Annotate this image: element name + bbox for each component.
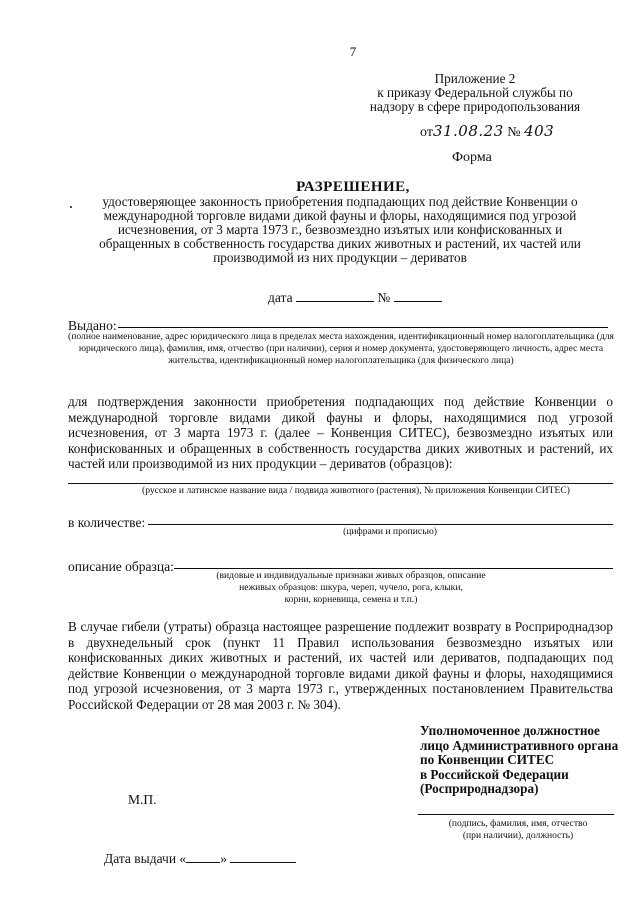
form-label: Форма bbox=[452, 150, 492, 165]
description-note-line-2: неживых образцов: шкура, череп, чучело, рога, клыки, bbox=[239, 582, 463, 593]
official-line-1: Уполномоченное должностное bbox=[420, 723, 600, 738]
stamp-place-label: М.П. bbox=[128, 792, 157, 807]
description-field[interactable] bbox=[174, 568, 613, 569]
issue-month-blank[interactable] bbox=[230, 850, 296, 863]
page-number: 7 bbox=[349, 44, 357, 59]
issue-date-line bbox=[104, 850, 296, 867]
official-line-5: (Росприроднадзора) bbox=[420, 781, 539, 796]
description-label: описание образца: bbox=[68, 559, 174, 574]
order-date: 31.08.23 bbox=[432, 122, 504, 140]
description-note-line-3: корни, корневища, семена и т.п.) bbox=[284, 594, 418, 605]
species-note: (русское и латинское название вида / подвида животного (растения), № приложения Конвенции СИТЕС) bbox=[142, 485, 570, 496]
issue-day-blank[interactable] bbox=[186, 850, 220, 863]
order-number: 403 bbox=[524, 122, 555, 140]
order-number-label: № bbox=[507, 125, 521, 140]
appendix-line-1: Приложение 2 bbox=[434, 71, 516, 86]
appendix-line-2: к приказу Федеральной службы по bbox=[377, 85, 573, 100]
official-line-4: в Российской Федерации bbox=[420, 766, 569, 782]
official-line-3: по Конвенции СИТЕС bbox=[420, 752, 555, 767]
official-block bbox=[420, 724, 630, 797]
signature-note bbox=[420, 818, 616, 842]
document-title: РАЗРЕШЕНИЕ, bbox=[296, 179, 410, 195]
quantity-field[interactable] bbox=[148, 524, 613, 525]
signature-note-line-1: (подпись, фамилия, имя, отчество bbox=[448, 818, 588, 829]
stray-dot bbox=[70, 206, 72, 208]
description-note bbox=[196, 570, 506, 606]
issued-to-label: Выдано: bbox=[68, 318, 117, 333]
purpose-paragraph: для подтверждения законности приобретения подпадающих под действие Конвенции о международной торговле видами дикой фауны и флоры, находящимися под угрозой исчезновения, от 3 марта 1973 г. (далее – Конвенция СИТЕС), безвозмездно изъятых или конфискованных и обращенных в собственность государства диких животных и растений, их частей или производимой из них продукции – дериватов (образцов): bbox=[68, 394, 613, 471]
issued-to-note: (полное наименование, адрес юридического лица в пределах места нахождения, идентификационный номер налогоплательщика (для юридического лица), фамилия, имя, отчество (при наличии), серия и номер документа, удостоверяющего личность, адрес места жительства, идентификационный номер налогоплательщика (для физического лица) bbox=[68, 331, 614, 366]
date-label: дата bbox=[268, 290, 293, 305]
quantity-label: в количестве: bbox=[68, 515, 146, 530]
species-field[interactable] bbox=[68, 483, 613, 484]
order-reference bbox=[420, 122, 554, 141]
description-note-line-1: (видовые и индивидуальные признаки живых образцов, описание bbox=[216, 570, 486, 581]
official-line-2: лицо Административного органа bbox=[420, 737, 619, 753]
number-blank[interactable] bbox=[394, 289, 442, 302]
document-subtitle: удостоверяющее законность приобретения подпадающих под действие Конвенции о международной торговле видами дикой фауны и флоры, находящимися под угрозой исчезновения, от 3 марта 1973 г., безвозмездно изъятых или конфискованных и обращенных в собственность государства диких животных и растений, их частей или производимой из них продукции – дериватов bbox=[99, 194, 581, 265]
return-paragraph: В случае гибели (утраты) образца настоящее разрешение подлежит возврату в Росприроднадзор в двухнедельный срок (пункт 11 Правил использования безвозмездно изъятых или конфискованных диких животных и растений, их частей или дериватов, подпадающих под действие Конвенции о международной торговле видами дикой фауны и флоры, находящимися под угрозой исчезновения, от 3 марта 1973 г., утвержденных постановлением Правительства Российской Федерации от 28 мая 2003 г. № 304). bbox=[68, 619, 613, 712]
issued-to-field[interactable] bbox=[118, 327, 608, 328]
date-number-line bbox=[268, 289, 442, 306]
date-blank[interactable] bbox=[296, 289, 374, 302]
signature-field[interactable] bbox=[418, 814, 614, 815]
issue-date-mid: » bbox=[220, 851, 227, 866]
quantity-note: (цифрами и прописью) bbox=[343, 526, 437, 537]
number-label: № bbox=[377, 290, 391, 305]
appendix-header bbox=[330, 72, 620, 114]
issue-date-label: Дата выдачи « bbox=[104, 851, 187, 866]
appendix-line-3: надзору в сфере природопользования bbox=[369, 99, 581, 114]
signature-note-line-2: (при наличии), должность) bbox=[462, 830, 574, 841]
order-prefix: от bbox=[420, 125, 433, 140]
